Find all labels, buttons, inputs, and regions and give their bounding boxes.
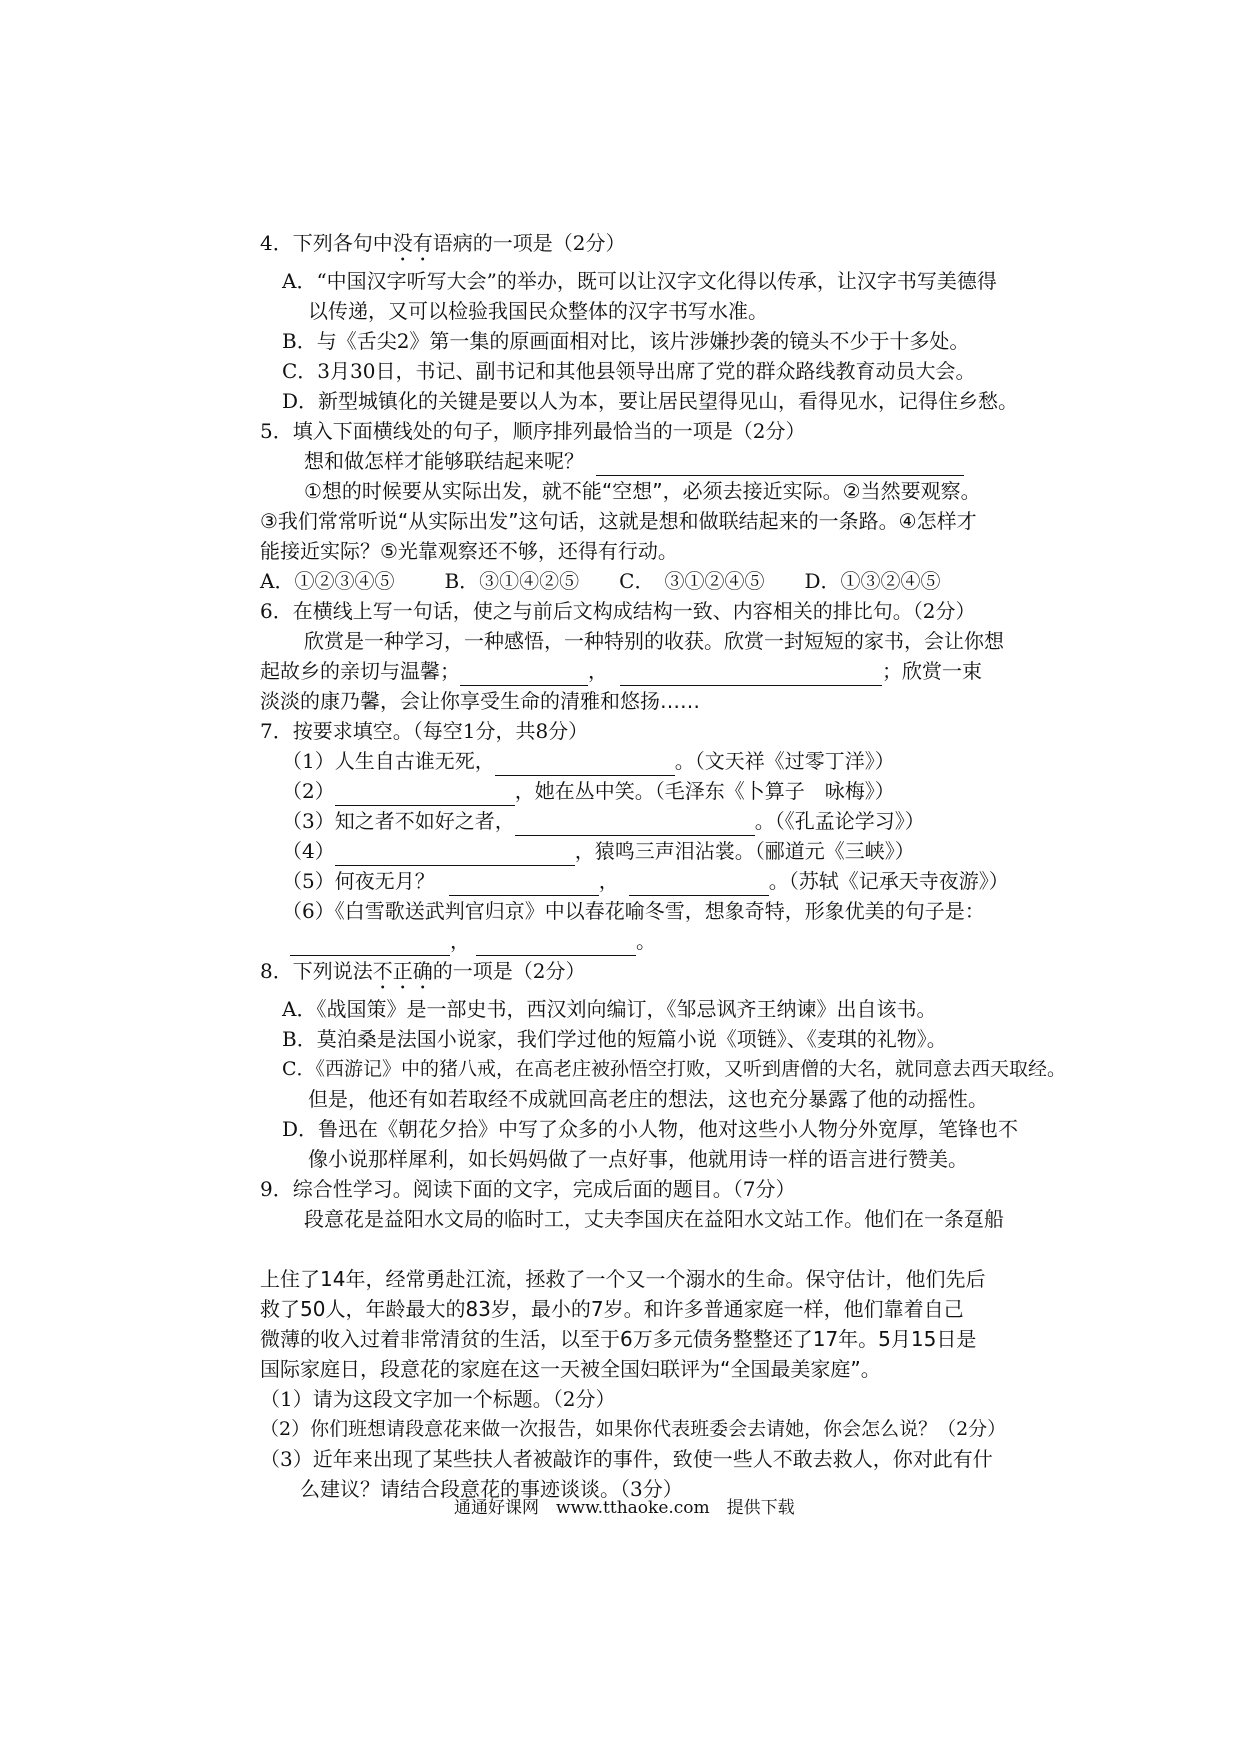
q7-blank-5a[interactable]	[449, 873, 599, 896]
q4-option-a-cont: 以传递，又可以检验我国民众整体的汉字书写水准。	[308, 299, 768, 323]
q5-prompt: 想和做怎样才能够联结起来呢？	[304, 446, 1070, 476]
q5-option-a: A．①②③④⑤	[260, 569, 395, 593]
q4-option-a: A．“中国汉字听写大会”的举办，既可以让汉字文化得以传承，让汉字书写美德得	[282, 269, 997, 293]
q4-title: 4．下列各句中没有语病的一项是（2分）	[260, 231, 626, 255]
q6-body-2: 起故乡的亲切与温馨； ， ；欣赏一束	[260, 656, 1070, 686]
q9-para-3: 救了50人，年龄最大的83岁，最小的7岁。和许多普通家庭一样，他们靠着自己	[260, 1297, 964, 1321]
q7-item-3: （3）知之者不如好之者， 。（《孔孟论学习》）	[282, 806, 1070, 836]
q9-para-4: 微薄的收入过着非常清贫的生活，以至于6万多元债务整整还了17年。5月15日是	[260, 1327, 977, 1351]
q5-body-2: ③我们常常听说“从实际出发”这句话，这就是想和做联结起来的一条路。④怎样才	[260, 509, 977, 533]
q5-body-3: 能接近实际？⑤光靠观察还不够，还得有行动。	[260, 539, 678, 563]
q7-item-4: （4） ，猿鸣三声泪沾裳。（郦道元《三峡》）	[282, 836, 1070, 866]
q6-blank-2[interactable]	[620, 663, 882, 686]
q9-sub-1: （1）请为这段文字加一个标题。（2分）	[260, 1387, 616, 1411]
q7-blank-6a[interactable]	[290, 933, 450, 956]
q9-para-2: 上住了14年，经常勇赴江流，拯救了一个又一个溺水的生命。保守估计，他们先后	[260, 1267, 986, 1291]
q5-title: 5．填入下面横线处的句子，顺序排列最恰当的一项是（2分）	[260, 419, 806, 443]
q6-title: 6．在横线上写一句话，使之与前后文构成结构一致、内容相关的排比句。（2分）	[260, 599, 976, 623]
q7-blank-4[interactable]	[335, 843, 575, 866]
q9-sub-2: （2）你们班想请段意花来做一次报告，如果你代表班委会去请她，你会怎么说？（2分）	[260, 1418, 1007, 1440]
q8-option-b: B．莫泊桑是法国小说家，我们学过他的短篇小说《项链》、《麦琪的礼物》。	[282, 1027, 947, 1051]
q7-blank-1[interactable]	[495, 753, 675, 776]
q5-option-c: C． ③①②④⑤	[619, 569, 765, 593]
q9-para-1: 段意花是益阳水文局的临时工，丈夫李国庆在益阳水文站工作。他们在一条趸船	[304, 1207, 1004, 1231]
q8-option-d: D．鲁迅在《朝花夕拾》中写了众多的小人物，他对这些小人物分外宽厚，笔锋也不	[282, 1117, 1019, 1141]
q7-blank-3[interactable]	[515, 813, 755, 836]
q7-item-5: （5）何夜无月？ ， 。（苏轼《记承天寺夜游》）	[282, 866, 1070, 896]
exam-page	[260, 228, 1070, 1504]
q8-option-a: A．《战国策》是一部史书，西汉刘向编订，《邹忌讽齐王纳谏》出自该书。	[282, 997, 937, 1021]
q8-option-d-cont: 像小说那样犀利，如长妈妈做了一点好事，他就用诗一样的语言进行赞美。	[308, 1147, 968, 1171]
q9-sub-3: （3）近年来出现了某些扶人者被敲诈的事件，致使一些人不敢去救人，你对此有什	[260, 1447, 993, 1471]
q9-title: 9．综合性学习。阅读下面的文字，完成后面的题目。（7分）	[260, 1177, 796, 1201]
q9-para-5: 国际家庭日，段意花的家庭在这一天被全国妇联评为“全国最美家庭”。	[260, 1357, 881, 1381]
q8-title: 8．下列说法不正确的一项是（2分）	[260, 959, 586, 983]
q6-body-1: 欣赏是一种学习，一种感悟，一种特别的收获。欣赏一封短短的家书，会让你想	[304, 629, 1004, 653]
q7-blank-2[interactable]	[335, 783, 515, 806]
page-footer: 通通好课网 www.tthaoke.com 提供下载	[454, 1498, 795, 1518]
q6-blank-1[interactable]	[460, 663, 588, 686]
q5-option-b: B．③①④②⑤	[444, 569, 580, 593]
q6-body-3: 淡淡的康乃馨，会让你享受生命的清雅和悠扬……	[260, 689, 700, 713]
q7-item-6-blanks: ， 。	[290, 926, 1070, 956]
q5-body-1: ①想的时候要从实际出发，就不能“空想”，必须去接近实际。②当然要观察。	[304, 479, 981, 503]
q4-option-c: C．3月30日，书记、副书记和其他县领导出席了党的群众路线教育动员大会。	[282, 359, 976, 383]
q8-option-c-cont: 但是，他还有如若取经不成就回高老庄的想法，这也充分暴露了他的动摇性。	[308, 1087, 988, 1111]
q5-answer-blank[interactable]	[596, 453, 964, 476]
q7-blank-6b[interactable]	[476, 933, 636, 956]
q4-option-d: D．新型城镇化的关键是要以人为本，要让居民望得见山，看得见水，记得住乡愁。	[282, 389, 1019, 413]
q4-option-b: B．与《舌尖2》第一集的原画面相对比，该片涉嫌抄袭的镜头不少于十多处。	[282, 329, 970, 353]
q8-option-c: C．《西游记》中的猪八戒，在高老庄被孙悟空打败，又听到唐僧的大名，就同意去西天取经。	[282, 1058, 1067, 1080]
q7-blank-5b[interactable]	[629, 873, 769, 896]
q7-item-1: （1）人生自古谁无死， 。（文天祥《过零丁洋》）	[282, 746, 1070, 776]
q7-item-2: （2） ，她在丛中笑。（毛泽东《卜算子 咏梅》）	[282, 776, 1070, 806]
q9-sub-3-cont: 么建议？请结合段意花的事迹谈谈。（3分）	[300, 1477, 683, 1501]
q5-option-d: D．①③②④⑤	[804, 569, 941, 593]
q7-title: 7．按要求填空。（每空1分，共8分）	[260, 719, 589, 743]
q5-options	[260, 566, 1070, 596]
q7-item-6: （6）《白雪歌送武判官归京》中以春花喻冬雪，想象奇特，形象优美的句子是：	[282, 899, 985, 923]
